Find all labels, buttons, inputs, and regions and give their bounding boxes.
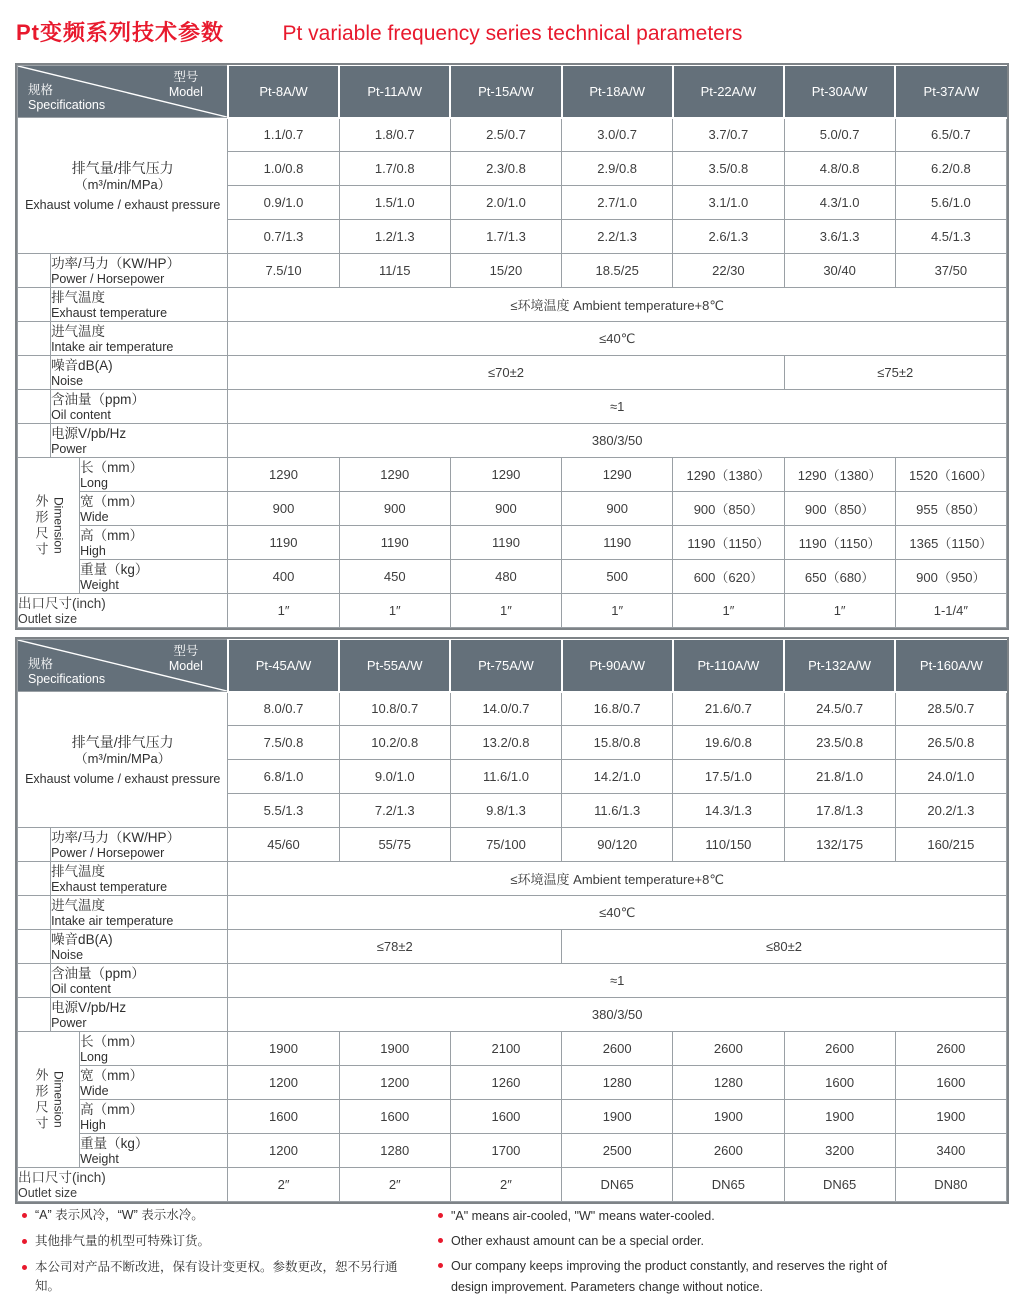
model-header: Pt-8A/W: [228, 66, 339, 118]
value-cell: 2″: [228, 1168, 339, 1202]
value-cell: 1600: [339, 1100, 450, 1134]
value-cell: 132/175: [784, 828, 895, 862]
value-cell: 4.8/0.8: [784, 152, 895, 186]
value-cell: 900: [450, 492, 561, 526]
value-cell: 1190: [339, 526, 450, 560]
model-header: Pt-45A/W: [228, 640, 339, 692]
technical-parameters-table-1: [17, 65, 1007, 628]
model-header: Pt-18A/W: [562, 66, 673, 118]
spec-label-exhaust-temp: 排气温度 Exhaust temperature: [51, 862, 228, 896]
value-cell: 900: [228, 492, 339, 526]
value-cell: 0.9/1.0: [228, 186, 339, 220]
page-title-en: Pt variable frequency series technical parameters: [282, 22, 743, 45]
value-cell: 4.3/1.0: [784, 186, 895, 220]
value-cell: 900（850）: [673, 492, 784, 526]
value-cell: 1.7/0.8: [339, 152, 450, 186]
footnotes-zh: [22, 1206, 422, 1303]
value-cell: 2.5/0.7: [450, 118, 561, 152]
spec-label-oil: 含油量（ppm） Oil content: [51, 964, 228, 998]
value-cell: 1.2/1.3: [339, 220, 450, 254]
model-header: Pt-55A/W: [339, 640, 450, 692]
value-cell: 7.2/1.3: [339, 794, 450, 828]
value-cell: 3.0/0.7: [562, 118, 673, 152]
value-cell: 1900: [339, 1032, 450, 1066]
value-cell: 21.8/1.0: [784, 760, 895, 794]
value-cell: ≤78±2: [228, 930, 562, 964]
value-cell: 75/100: [450, 828, 561, 862]
value-cell: 21.6/0.7: [673, 692, 784, 726]
value-cell: 1900: [228, 1032, 339, 1066]
spec-label-dimension: 外形尺寸 Dimension: [18, 1032, 80, 1168]
footnote-item: Other exhaust amount can be a special order.: [438, 1231, 918, 1252]
spacer-cell: [18, 356, 51, 390]
spacer-cell: [18, 288, 51, 322]
value-cell: 1″: [673, 594, 784, 628]
value-cell: 2.7/1.0: [562, 186, 673, 220]
corner-model-label: 型号 Model: [168, 70, 203, 99]
value-cell: 3.1/1.0: [673, 186, 784, 220]
corner-spec-label: 规格 Specifications: [28, 657, 106, 686]
model-header: Pt-90A/W: [562, 640, 673, 692]
value-cell: 1.5/1.0: [339, 186, 450, 220]
value-cell: DN80: [895, 1168, 1006, 1202]
value-cell: 2600: [673, 1134, 784, 1168]
value-cell: 28.5/0.7: [895, 692, 1006, 726]
value-cell: ≈1: [228, 390, 1007, 424]
spec-label-wide: 宽（mm） Wide: [80, 1066, 228, 1100]
value-cell: 37/50: [895, 254, 1006, 288]
value-cell: 2.3/0.8: [450, 152, 561, 186]
value-cell: 2600: [562, 1032, 673, 1066]
model-header: Pt-30A/W: [784, 66, 895, 118]
spec-label-weight: 重量（kg） Weight: [80, 560, 228, 594]
value-cell: 1190: [562, 526, 673, 560]
model-header: Pt-110A/W: [673, 640, 784, 692]
value-cell: 900（950）: [895, 560, 1006, 594]
value-cell: 450: [339, 560, 450, 594]
value-cell: 1.7/1.3: [450, 220, 561, 254]
value-cell: 1900: [784, 1100, 895, 1134]
value-cell: ≤40℃: [228, 896, 1007, 930]
value-cell: 45/60: [228, 828, 339, 862]
value-cell: 2600: [784, 1032, 895, 1066]
spec-label-power-supply: 电源V/pb/Hz Power: [51, 424, 228, 458]
value-cell: 18.5/25: [562, 254, 673, 288]
value-cell: 14.3/1.3: [673, 794, 784, 828]
technical-parameters-table-2: [17, 639, 1007, 1202]
spec-label-intake-temp: 进气温度 Intake air temperature: [51, 896, 228, 930]
value-cell: 55/75: [339, 828, 450, 862]
value-cell: 1″: [450, 594, 561, 628]
value-cell: 26.5/0.8: [895, 726, 1006, 760]
value-cell: 1200: [339, 1066, 450, 1100]
value-cell: 11.6/1.0: [450, 760, 561, 794]
corner-header-cell: [18, 640, 228, 692]
value-cell: 1.0/0.8: [228, 152, 339, 186]
spec-table-small-models: [15, 63, 1009, 630]
value-cell: 1600: [784, 1066, 895, 1100]
model-header: Pt-11A/W: [339, 66, 450, 118]
model-header: Pt-15A/W: [450, 66, 561, 118]
spec-table-large-models: [15, 637, 1009, 1204]
value-cell: ≤环境温度 Ambient temperature+8℃: [228, 288, 1007, 322]
spacer-cell: [18, 828, 51, 862]
value-cell: 160/215: [895, 828, 1006, 862]
spec-label-intake-temp: 进气温度 Intake air temperature: [51, 322, 228, 356]
value-cell: 1700: [450, 1134, 561, 1168]
value-cell: 1900: [895, 1100, 1006, 1134]
value-cell: ≈1: [228, 964, 1007, 998]
value-cell: 4.5/1.3: [895, 220, 1006, 254]
spacer-cell: [18, 964, 51, 998]
value-cell: 15.8/0.8: [562, 726, 673, 760]
footnote-item: "A" means air-cooled, "W" means water-cooled.: [438, 1206, 918, 1227]
value-cell: ≤40℃: [228, 322, 1007, 356]
value-cell: 1280: [562, 1066, 673, 1100]
value-cell: 15/20: [450, 254, 561, 288]
footnote-item: Our company keeps improving the product constantly, and reserves the right of design improvement. Parameters change without notice.: [438, 1256, 918, 1298]
value-cell: 24.0/1.0: [895, 760, 1006, 794]
corner-spec-label: 规格 Specifications: [28, 83, 106, 112]
value-cell: 9.8/1.3: [450, 794, 561, 828]
value-cell: 1290: [562, 458, 673, 492]
footnote-item: “A” 表示风冷，“W” 表示水冷。: [22, 1206, 422, 1225]
value-cell: 3200: [784, 1134, 895, 1168]
spec-label-high: 高（mm） High: [80, 526, 228, 560]
value-cell: 5.6/1.0: [895, 186, 1006, 220]
value-cell: 5.0/0.7: [784, 118, 895, 152]
value-cell: 900（850）: [784, 492, 895, 526]
spacer-cell: [18, 896, 51, 930]
value-cell: 600（620）: [673, 560, 784, 594]
value-cell: 13.2/0.8: [450, 726, 561, 760]
model-header: Pt-22A/W: [673, 66, 784, 118]
value-cell: ≤80±2: [562, 930, 1007, 964]
value-cell: 3.6/1.3: [784, 220, 895, 254]
value-cell: 2.2/1.3: [562, 220, 673, 254]
value-cell: 8.0/0.7: [228, 692, 339, 726]
spec-label-noise: 噪音dB(A) Noise: [51, 356, 228, 390]
value-cell: 1.8/0.7: [339, 118, 450, 152]
value-cell: ≤70±2: [228, 356, 784, 390]
spec-label-outlet: 出口尺寸(inch) Outlet size: [18, 594, 228, 628]
value-cell: 650（680）: [784, 560, 895, 594]
value-cell: 955（850）: [895, 492, 1006, 526]
spec-label-noise: 噪音dB(A) Noise: [51, 930, 228, 964]
value-cell: ≤75±2: [784, 356, 1007, 390]
value-cell: 14.2/1.0: [562, 760, 673, 794]
value-cell: 1280: [339, 1134, 450, 1168]
value-cell: 90/120: [562, 828, 673, 862]
value-cell: 16.8/0.7: [562, 692, 673, 726]
spec-label-dimension: 外形尺寸 Dimension: [18, 458, 80, 594]
value-cell: 20.2/1.3: [895, 794, 1006, 828]
page-title-zh: Pt变频系列技术参数: [16, 20, 225, 45]
value-cell: 1900: [673, 1100, 784, 1134]
value-cell: 1190: [450, 526, 561, 560]
value-cell: DN65: [784, 1168, 895, 1202]
value-cell: 1190（1150）: [673, 526, 784, 560]
spacer-cell: [18, 322, 51, 356]
value-cell: 1290（1380）: [673, 458, 784, 492]
value-cell: 22/30: [673, 254, 784, 288]
value-cell: 1-1/4″: [895, 594, 1006, 628]
value-cell: 11/15: [339, 254, 450, 288]
value-cell: 1260: [450, 1066, 561, 1100]
value-cell: DN65: [562, 1168, 673, 1202]
value-cell: 9.0/1.0: [339, 760, 450, 794]
value-cell: 1″: [228, 594, 339, 628]
value-cell: 14.0/0.7: [450, 692, 561, 726]
spec-label-power-hp: 功率/马力（KW/HP） Power / Horsepower: [51, 254, 228, 288]
value-cell: 2.9/0.8: [562, 152, 673, 186]
value-cell: 400: [228, 560, 339, 594]
value-cell: 2500: [562, 1134, 673, 1168]
spacer-cell: [18, 862, 51, 896]
spec-label-exhaust-volume: 排气量/排气压力 （m³/min/MPa） Exhaust volume / exhaust pressure: [18, 118, 228, 254]
model-header: Pt-75A/W: [450, 640, 561, 692]
value-cell: 1290: [228, 458, 339, 492]
value-cell: 2100: [450, 1032, 561, 1066]
value-cell: 30/40: [784, 254, 895, 288]
value-cell: 1″: [562, 594, 673, 628]
value-cell: 1900: [562, 1100, 673, 1134]
value-cell: 3.5/0.8: [673, 152, 784, 186]
spec-label-high: 高（mm） High: [80, 1100, 228, 1134]
spacer-cell: [18, 930, 51, 964]
value-cell: 2.0/1.0: [450, 186, 561, 220]
spec-label-long: 长（mm） Long: [80, 458, 228, 492]
value-cell: 23.5/0.8: [784, 726, 895, 760]
value-cell: 10.8/0.7: [339, 692, 450, 726]
value-cell: 1190: [228, 526, 339, 560]
value-cell: 1520（1600）: [895, 458, 1006, 492]
value-cell: 19.6/0.8: [673, 726, 784, 760]
model-header: Pt-132A/W: [784, 640, 895, 692]
footnotes-en: [438, 1206, 918, 1302]
model-header: Pt-37A/W: [895, 66, 1006, 118]
spec-label-weight: 重量（kg） Weight: [80, 1134, 228, 1168]
spacer-cell: [18, 998, 51, 1032]
value-cell: 7.5/10: [228, 254, 339, 288]
spec-label-long: 长（mm） Long: [80, 1032, 228, 1066]
spacer-cell: [18, 254, 51, 288]
spec-label-power-hp: 功率/马力（KW/HP） Power / Horsepower: [51, 828, 228, 862]
spec-label-exhaust-volume: 排气量/排气压力 （m³/min/MPa） Exhaust volume / exhaust pressure: [18, 692, 228, 828]
value-cell: 7.5/0.8: [228, 726, 339, 760]
value-cell: 500: [562, 560, 673, 594]
value-cell: 2″: [450, 1168, 561, 1202]
value-cell: 1280: [673, 1066, 784, 1100]
spec-label-wide: 宽（mm） Wide: [80, 492, 228, 526]
value-cell: 6.5/0.7: [895, 118, 1006, 152]
value-cell: 2″: [339, 1168, 450, 1202]
value-cell: 2600: [673, 1032, 784, 1066]
value-cell: 900: [339, 492, 450, 526]
value-cell: 1600: [450, 1100, 561, 1134]
corner-model-label: 型号 Model: [168, 644, 203, 673]
corner-header-cell: [18, 66, 228, 118]
spacer-cell: [18, 390, 51, 424]
value-cell: 3.7/0.7: [673, 118, 784, 152]
value-cell: 11.6/1.3: [562, 794, 673, 828]
value-cell: 1600: [895, 1066, 1006, 1100]
spec-label-exhaust-temp: 排气温度 Exhaust temperature: [51, 288, 228, 322]
footnote-item: 其他排气量的机型可特殊订货。: [22, 1232, 422, 1251]
value-cell: 380/3/50: [228, 998, 1007, 1032]
page-title: [16, 16, 742, 47]
spec-label-outlet: 出口尺寸(inch) Outlet size: [18, 1168, 228, 1202]
value-cell: 1290: [339, 458, 450, 492]
value-cell: 10.2/0.8: [339, 726, 450, 760]
value-cell: 6.2/0.8: [895, 152, 1006, 186]
value-cell: 17.5/1.0: [673, 760, 784, 794]
value-cell: 480: [450, 560, 561, 594]
value-cell: 1600: [228, 1100, 339, 1134]
spacer-cell: [18, 424, 51, 458]
value-cell: 6.8/1.0: [228, 760, 339, 794]
value-cell: 0.7/1.3: [228, 220, 339, 254]
footnote-item: 本公司对产品不断改进，保有设计变更权。参数更改，恕不另行通知。: [22, 1258, 422, 1296]
value-cell: 2600: [895, 1032, 1006, 1066]
spec-label-oil: 含油量（ppm） Oil content: [51, 390, 228, 424]
spec-label-power-supply: 电源V/pb/Hz Power: [51, 998, 228, 1032]
value-cell: 17.8/1.3: [784, 794, 895, 828]
value-cell: ≤环境温度 Ambient temperature+8℃: [228, 862, 1007, 896]
value-cell: 110/150: [673, 828, 784, 862]
value-cell: 1.1/0.7: [228, 118, 339, 152]
value-cell: 380/3/50: [228, 424, 1007, 458]
value-cell: DN65: [673, 1168, 784, 1202]
model-header: Pt-160A/W: [895, 640, 1006, 692]
value-cell: 1190（1150）: [784, 526, 895, 560]
value-cell: 1200: [228, 1066, 339, 1100]
value-cell: 2.6/1.3: [673, 220, 784, 254]
value-cell: 1″: [339, 594, 450, 628]
value-cell: 3400: [895, 1134, 1006, 1168]
value-cell: 900: [562, 492, 673, 526]
value-cell: 1365（1150）: [895, 526, 1006, 560]
value-cell: 1″: [784, 594, 895, 628]
value-cell: 1290（1380）: [784, 458, 895, 492]
value-cell: 1200: [228, 1134, 339, 1168]
value-cell: 24.5/0.7: [784, 692, 895, 726]
value-cell: 5.5/1.3: [228, 794, 339, 828]
value-cell: 1290: [450, 458, 561, 492]
